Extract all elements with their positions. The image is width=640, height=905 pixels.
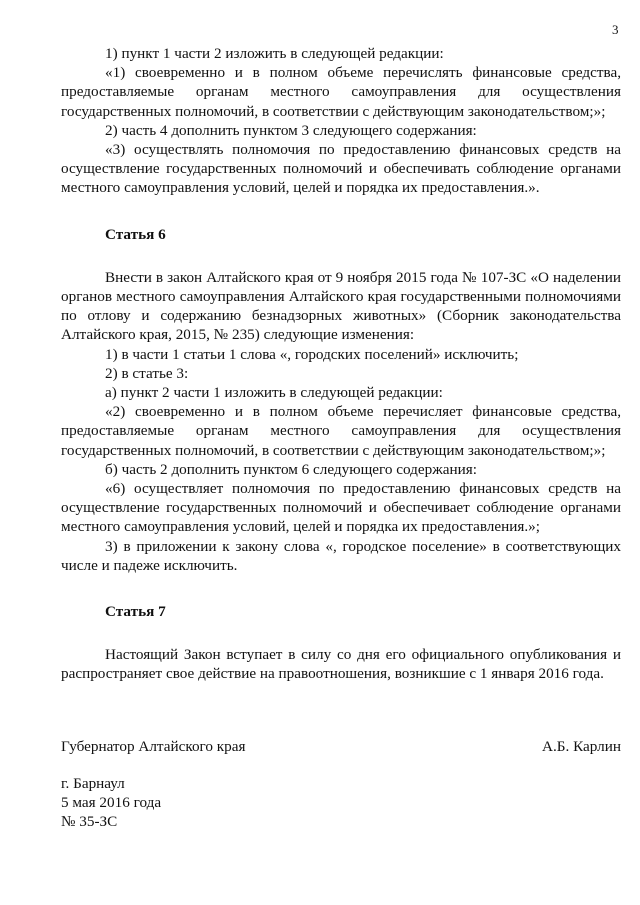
law-number: № 35-ЗС: [61, 813, 118, 831]
article-6-paragraph: б) часть 2 дополнить пунктом 6 следующего содержания:: [105, 460, 477, 478]
article-6-paragraph: 1) в части 1 статьи 1 слова «, городских поселений» исключить;: [105, 345, 519, 363]
date: 5 мая 2016 года: [61, 794, 162, 812]
amendment-item: 2) часть 4 дополнить пунктом 3 следующего содержания:: [105, 121, 477, 139]
document-body: [61, 44, 621, 832]
signature-block: [61, 737, 621, 756]
amendment-item: 1) пункт 1 части 2 изложить в следующей редакции:: [105, 45, 444, 62]
signatory-position: Губернатор Алтайского края: [61, 737, 246, 755]
signatory-name: А.Б. Карлин: [542, 737, 621, 755]
article-6-paragraph: 2) в статье 3:: [105, 364, 189, 382]
article-6-paragraph: Внести в закон Алтайского края от 9 ноября 2015 года № 107-ЗС «О наделении органов местного самоуправления Алтайского края государственными полномочиями по отлову и содержанию безнадзорных животных» (Сборник законодательства Алтайского края, 2015, № 235) следующие изменения:: [61, 268, 621, 344]
article-6-paragraph: «2) своевременно и в полном объеме перечисляет финансовые средства, предоставляемые органам местного самоуправления для осуществления государственных полномочий, в соответствии с действующим законодательством;»;: [61, 403, 621, 459]
article-6-paragraph: «6) осуществляет полномочия по предоставлению финансовых средств на осуществление государственных полномочий и обеспечивает соблюдение органами местного самоуправления условий, целей и порядка их предоставления.»;: [61, 480, 621, 536]
amendment-item: «3) осуществлять полномочия по предоставлению финансовых средств на осуществление государственных полномочий и обеспечивать соблюдение органами местного самоуправления условий, целей и порядка их предоставления.».: [61, 141, 621, 197]
amendment-item: «1) своевременно и в полном объеме перечислять финансовые средства, предоставляемые органам местного самоуправления для осуществления государственных полномочий, в соответствии с действующим законодательством;»;: [61, 64, 621, 120]
page-number: 3: [612, 22, 619, 37]
article-7-paragraph: Настоящий Закон вступает в силу со дня его официального опубликования и распространяет свое действие на правоотношения, возникшие с 1 января 2016 года.: [61, 646, 621, 683]
article-6-heading: Статья 6: [105, 225, 166, 243]
article-6-paragraph: 3) в приложении к закону слова «, городское поселение» в соответствующих числе и падеже исключить.: [61, 537, 621, 574]
article-6-paragraph: а) пункт 2 части 1 изложить в следующей редакции:: [105, 384, 443, 402]
city: г. Барнаул: [61, 774, 125, 792]
article-7-heading: Статья 7: [105, 603, 166, 621]
